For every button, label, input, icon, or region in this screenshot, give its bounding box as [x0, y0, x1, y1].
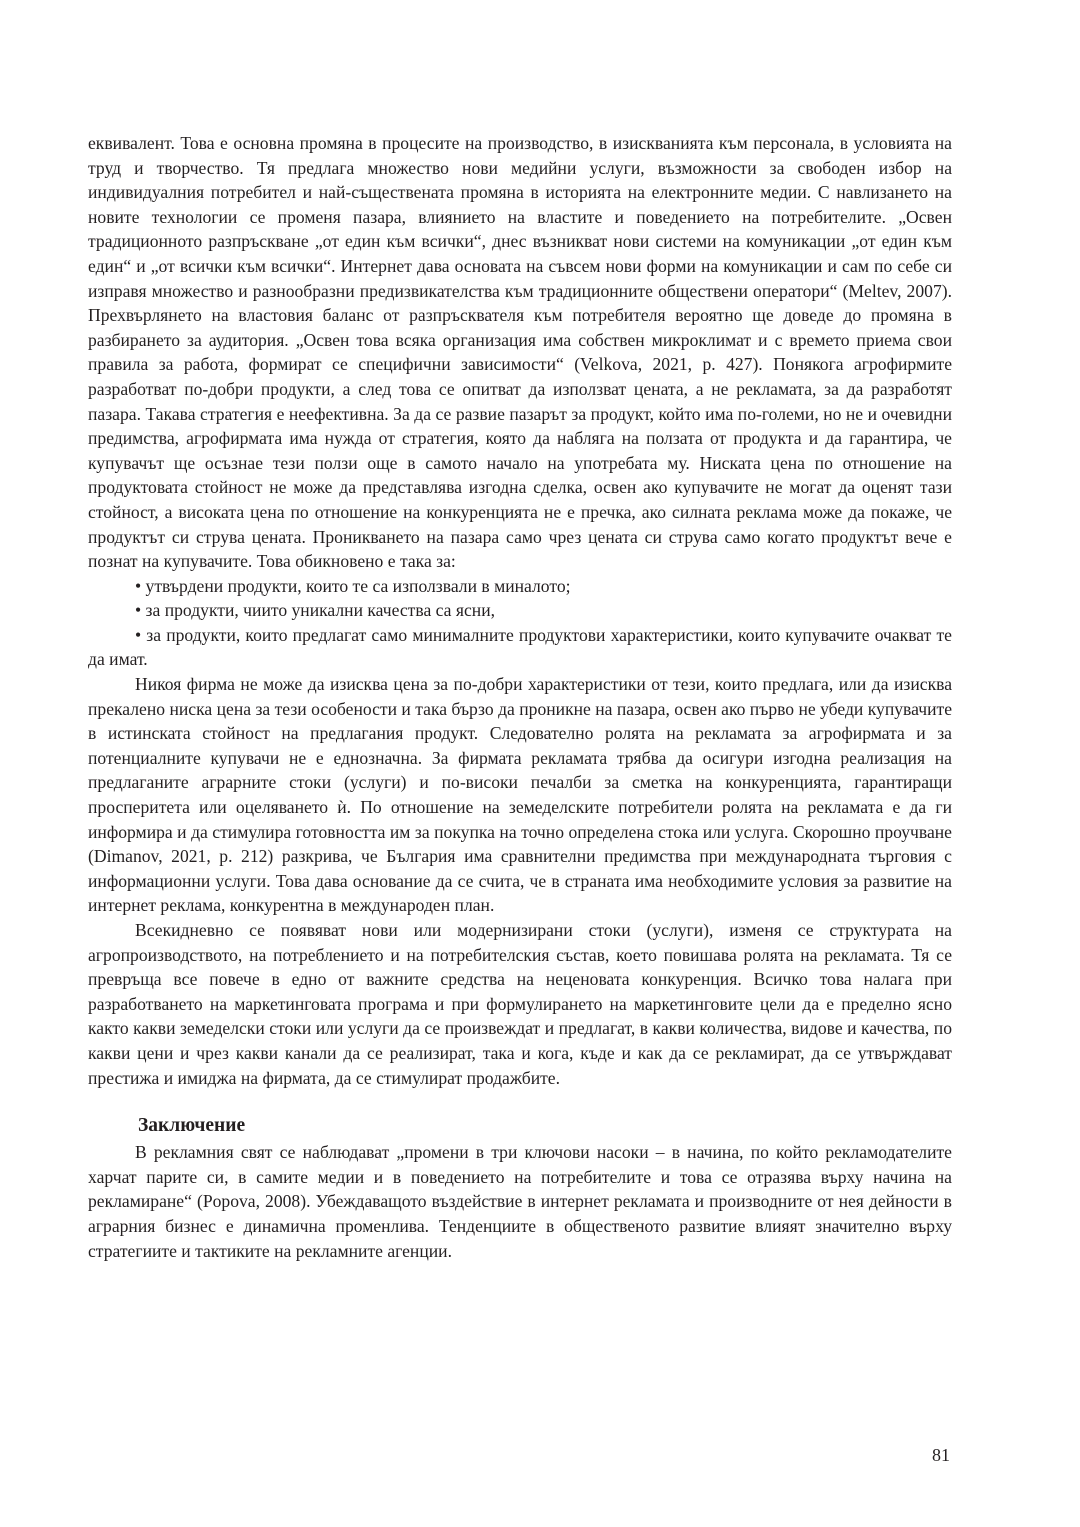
- bullet-list: [88, 574, 952, 672]
- page-number: 81: [932, 1445, 950, 1465]
- bullet-item: • за продукти, които предлагат само минималните продуктови характеристики, които купувачите очакват те да имат.: [88, 624, 952, 670]
- body-text: [88, 131, 952, 1263]
- bullet-item: • утвърдени продукти, които те са използвали в миналото;: [135, 575, 571, 596]
- bullet-item: • за продукти, чиито уникални качества са ясни,: [135, 600, 496, 621]
- paragraph-continuation: еквивалент. Това е основна промяна в процесите на производство, в изискванията към персонала, в условията на труд и творчество. Тя предлага множество нови медийни услуги, възможности за свободен избор на индивидуалния потребител и най-съществената промяна в историята на електронните медии. С навлизането на новите технологии се променя пазара, влиянието на властите и поведението на потребителите. „Освен традиционното разпръскване „от един към всички“, днес възникват нови системи на комуникации „от един към един“ и „от всички към всички“. Интернет дава основата на съвсем нови форми на комуникации и сам по себе си изправя множество и разнообразни предизвикателства към традиционните обществени оператори“ (Meltev, 2007). Прехвърлянето на властовия баланс от разпръсквателя към потребителя вероятно ще доведе до промяна в разбирането за аудитория. „Освен това всяка организация има собствен микроклимат и с времето приема свои правила за работа, формират се специфични зависимости“ (Velkova, 2021, p. 427). Понякога агрофирмите разработват по-добри продукти, а след това се опитват да използват цената, а не рекламата, за да разработят пазара. Такава стратегия е неефективна. За да се развие пазарът за продукт, който има по-големи, но не и очевидни предимства, агрофирмата има нужда от стратегия, която да наблягa на ползата от продукта и да гарантира, че купувачът ще осъзнае тези ползи още в самото начало на употребата му. Ниската цена по отношение на продуктовата стойност не може да представлява изгодна сделка, освен ако купувачите не могат да оценят тази стойност, а високата цена по отношение на конкуренцията не е пречка, ако силната реклама може да покаже, че продуктът си струва цената. Проникването на пазара само чрез цената си струва само когато продуктът вече е познат на купувачите. Това обикновено е така за:: [88, 133, 952, 572]
- paragraph-daily-goods: Всекидневно се появяват нови или модернизирани стоки (услуги), изменя се структурата на агропроизводството, на потреблението и на потребителския състав, което повишава ролята на рекламата. Тя се превръща все повече в едно от важните средства на неценовата конкуренция. Всичко това налага при разработването на маркетинговата програма и при формулирането на маркетинговите цели да е пределно ясно както какви земеделски стоки или услуги да се произвеждат и предлагат, в какви количества, видове и качества, по какви цени и чрез какви канали да се реализират, така и кога, къде и как да се рекламират, да се утвърждават престижа и имиджа на фирмата, да се стимулират продажбите.: [88, 920, 952, 1088]
- section-heading-conclusion: Заключение: [138, 1115, 246, 1137]
- paragraph-conclusion: В рекламния свят се наблюдават „промени в три ключови насоки – в начина, по който рекламодателите харчат парите си, в самите медии и в поведението на потребителите и това се отразява върху начина на рекламиране“ (Popova, 2008). Убеждаващото въздействие в интернет рекламата и производните от нея дейности в аграрния бизнес е динамична променлива. Тенденциите в общественото развитие влияят значително върху стратегиите и тактиките на рекламните агенции.: [88, 1142, 952, 1261]
- paragraph-pricing: Никоя фирма не може да изисква цена за по-добри характеристики от тези, които предлага, или да изисква прекалено ниска цена за тези особености и така бързо да проникне на пазара, освен ако първо не убеди купувачите в истинската стойност на предлагания продукт. Следователно ролята на рекламата за агрофирмата и за потенциалните купувачи не е еднозначна. За фирмата рекламата трябва да осигури изгодна реализация на предлаганите аграрните стоки (услуги) и по-високи печалби за сметка на конкуренцията, гарантиращи просперитета или оцеляването ѝ. По отношение на земеделските потребители ролята на рекламата е да ги информира и да стимулира готовността им за покупка на точно определена стока или услуга. Скорошно проучване (Dimanov, 2021, p. 212) разкрива, че България има сравнителни предимства при международната търговия с информационни услуги. Това дава основание да се счита, че в страната има необходимите условия за развитие на интернет реклама, конкурентна в международен план.: [88, 674, 952, 916]
